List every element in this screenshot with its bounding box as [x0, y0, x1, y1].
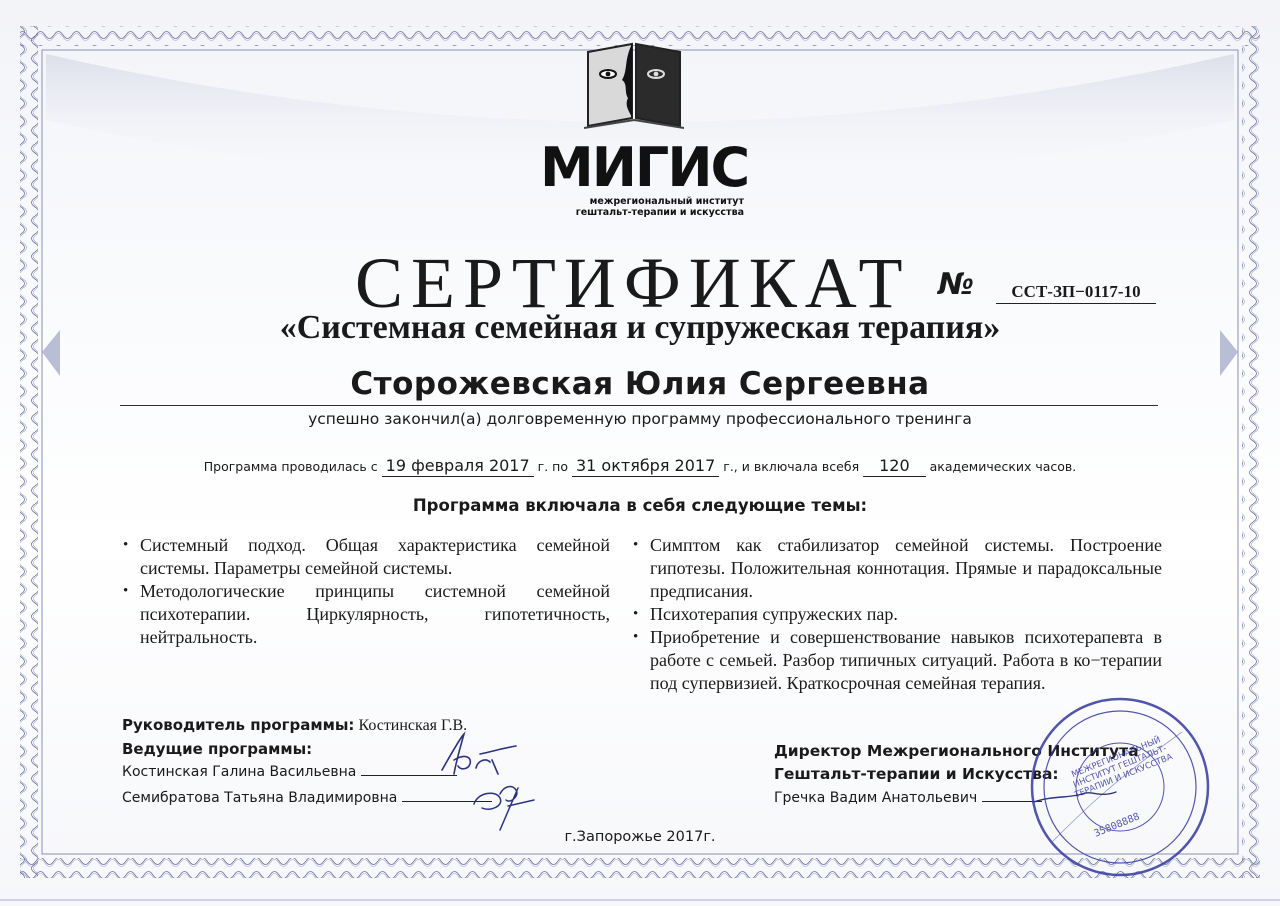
logo-subtitle — [520, 196, 760, 218]
topic-text: Психотерапия супружеских пар. — [650, 604, 898, 624]
host-2 — [122, 787, 562, 809]
dates-mid: г. по — [537, 459, 568, 474]
start-date: 19 февраля 2017 — [382, 456, 534, 477]
host-2-name: Семибратова Татьяна Владимировна — [122, 790, 398, 806]
director-title-line2: Гештальт-терапии и Искусства: — [774, 765, 1059, 783]
hours-value: 120 — [863, 456, 926, 477]
topics-heading: Программа включала в себя следующие темы: — [412, 496, 868, 515]
signature-line — [402, 787, 492, 802]
course-title: «Системная семейная и супружеская терапия» — [279, 309, 1001, 346]
bullet-icon: • — [633, 629, 639, 645]
stamp-inner-text: МЕЖРЕГИОНАЛЬНЫЙ ИНСТИТУТ ГЕШТАЛЬТ-ТЕРАПИИ И ИСКУССТВА — [1070, 735, 1175, 801]
topic-item — [122, 580, 610, 649]
topic-text: Системный подход. Общая характеристика семейной системы. Параметры семейной системы. — [140, 535, 610, 578]
program-head — [122, 714, 602, 737]
dates-prefix: Программа проводилась с — [203, 459, 378, 474]
bullet-icon: • — [633, 537, 639, 553]
bullet-icon: • — [633, 606, 639, 622]
host-1 — [122, 761, 542, 783]
recipient-name: Сторожевская Юлия Сергеевна — [350, 366, 930, 402]
logo-subtitle-line2: гештальт-терапии и искусства — [575, 207, 744, 218]
topics-right-column — [632, 534, 1162, 695]
bullet-icon: • — [123, 537, 129, 553]
topic-item — [122, 534, 610, 580]
hosts-label: Ведущие программы: — [122, 740, 313, 758]
certificate-number: СCТ-ЗП−0117-10 — [996, 281, 1156, 304]
hours-suffix: академических часов. — [929, 459, 1077, 474]
program-head-name: Костинская Г.В. — [358, 717, 468, 734]
topic-text: Методологические принципы системной семейной психотерапии. Циркулярность, гипотетичность, нейтральность. — [140, 581, 610, 647]
topic-item — [632, 603, 1162, 626]
certificate-title: СЕРТИФИКАТ — [355, 243, 911, 323]
topic-text: Симптом как стабилизатор семейной системы. Построение гипотезы. Положительная коннотация. Прямые и парадоксальные предписания. — [650, 535, 1162, 601]
bullet-icon: • — [123, 583, 129, 599]
topics-left-column — [122, 534, 610, 649]
director-title-line1: Директор Межрегионального Института — [774, 742, 1139, 760]
recipient-underline — [120, 405, 1158, 406]
book-faces-icon — [584, 40, 684, 130]
dates-mid2: г., и включала всебя — [723, 459, 860, 474]
topic-item — [632, 626, 1162, 695]
stamp-code: 35808888 — [1092, 811, 1142, 840]
program-head-label: Руководитель программы: — [122, 716, 355, 734]
logo-subtitle-line1: межрегиональный институт — [589, 196, 744, 207]
topic-text: Приобретение и совершенствование навыков психотерапевта в работе с семьей. Разбор типичных ситуаций. Работа в ко−терапии под супервизией. Краткосрочная семейная терапия. — [650, 627, 1162, 693]
host-1-name: Костинская Галина Васильевна — [122, 764, 357, 780]
program-dates — [120, 454, 1160, 480]
place-and-year: г.Запорожье 2017г. — [564, 829, 716, 845]
completion-text: успешно закончил(а) долговременную программу профессионального тренинга — [308, 410, 972, 428]
logo-wordmark: МИГИС — [540, 136, 749, 199]
stamp-circle-icon — [1022, 692, 1218, 882]
topic-item — [632, 534, 1162, 603]
director-name-text: Гречка Вадим Анатольевич — [774, 790, 978, 806]
number-sign: № — [938, 267, 975, 302]
institute-stamp — [1022, 692, 1218, 882]
signature-line — [361, 761, 457, 776]
end-date: 31 октября 2017 — [572, 456, 719, 477]
